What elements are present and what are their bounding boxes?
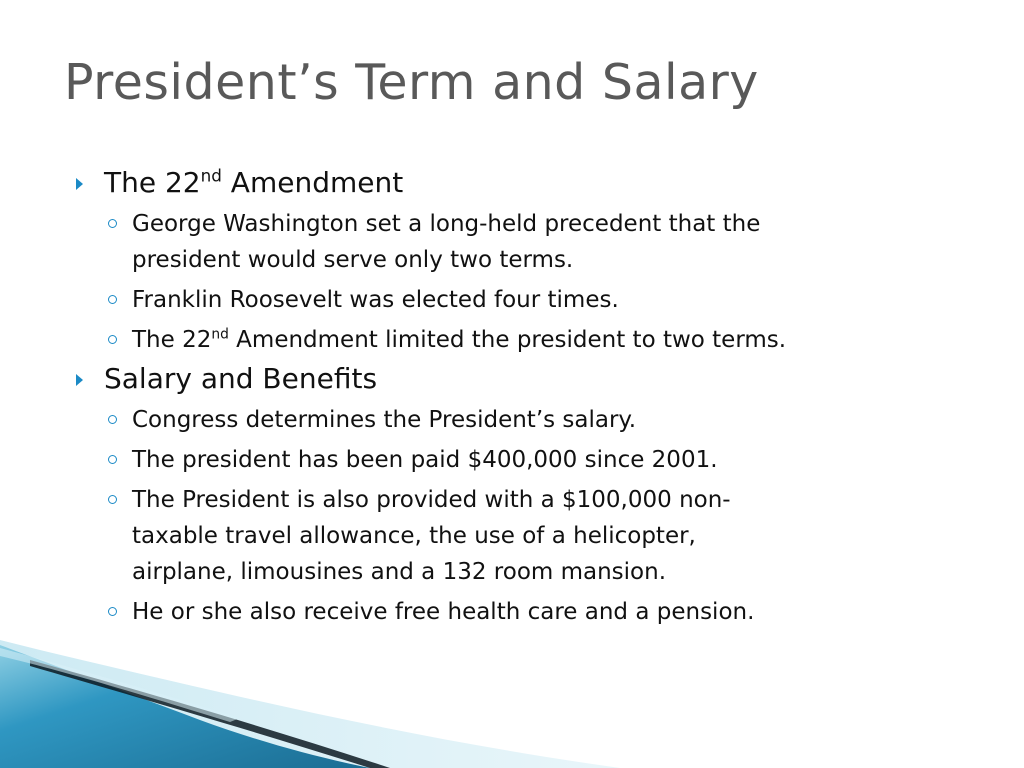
hollow-circle-icon — [108, 295, 117, 304]
heading-sup: nd — [200, 165, 222, 186]
hollow-circle-icon — [108, 607, 117, 616]
hollow-circle-icon — [108, 415, 117, 424]
item-sup: nd — [211, 326, 229, 343]
item-line: Franklin Roosevelt was elected four times. — [132, 287, 619, 313]
triangle-right-icon — [76, 374, 83, 386]
list-item — [74, 482, 984, 590]
section-22nd-amendment — [74, 166, 984, 358]
list-item — [74, 594, 984, 630]
item-text-a: The 22 — [132, 327, 212, 353]
hollow-circle-icon — [108, 495, 117, 504]
list-item — [74, 206, 984, 278]
slide-body — [74, 166, 984, 634]
item-line: president would serve only two terms. — [132, 247, 574, 273]
item-text-b: Amendment limited the president to two terms. — [228, 327, 787, 353]
hollow-circle-icon — [108, 219, 117, 228]
slide-title: President’s Term and Salary — [64, 54, 759, 111]
item-line: taxable travel allowance, the use of a helicopter, — [132, 523, 696, 549]
list-item — [74, 442, 984, 478]
bullet-heading — [74, 362, 984, 396]
hollow-circle-icon — [108, 455, 117, 464]
item-line: He or she also receive free health care and a pension. — [132, 599, 755, 625]
bullet-heading — [74, 166, 984, 200]
item-line: Congress determines the President’s salary. — [132, 407, 637, 433]
list-item — [74, 402, 984, 438]
heading-text: The 22 — [104, 166, 201, 199]
list-item — [74, 322, 984, 358]
heading-text: Salary and Benefits — [104, 362, 378, 395]
section-salary-benefits — [74, 362, 984, 630]
list-item — [74, 282, 984, 318]
item-line: The president has been paid $400,000 since 2001. — [132, 447, 718, 473]
item-line: airplane, limousines and a 132 room mansion. — [132, 559, 667, 585]
triangle-right-icon — [76, 178, 83, 190]
item-line: George Washington set a long-held precedent that the — [132, 211, 761, 237]
item-line: The President is also provided with a $100,000 non- — [132, 487, 731, 513]
heading-rest: Amendment — [221, 166, 404, 199]
hollow-circle-icon — [108, 335, 117, 344]
